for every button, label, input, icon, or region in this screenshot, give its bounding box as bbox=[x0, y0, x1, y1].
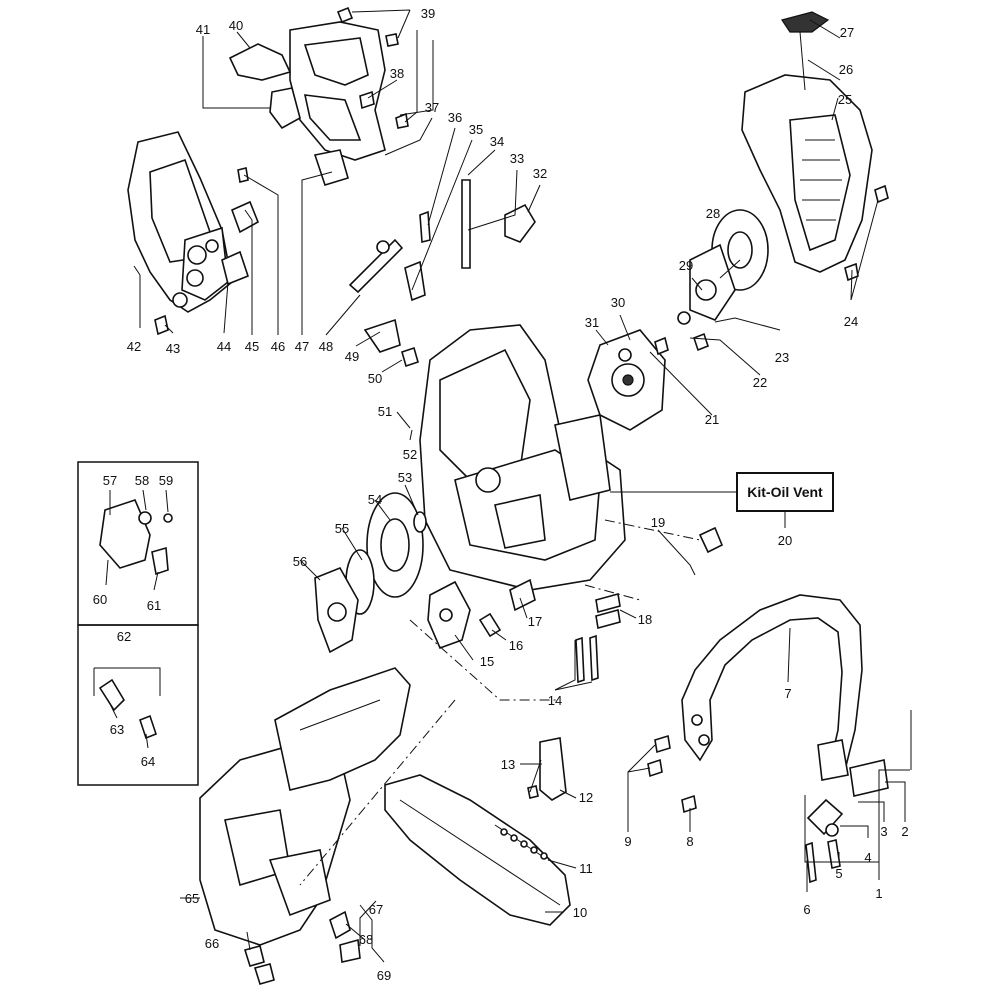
side-plate-part bbox=[428, 582, 470, 648]
callout-58: 58 bbox=[134, 473, 150, 488]
callout-8: 8 bbox=[686, 834, 694, 849]
callout-53: 53 bbox=[397, 470, 413, 485]
callout-21: 21 bbox=[704, 412, 720, 427]
callout-33: 33 bbox=[509, 151, 525, 166]
callout-67: 67 bbox=[368, 902, 384, 917]
callout-63: 63 bbox=[109, 722, 125, 737]
callout-18: 18 bbox=[637, 612, 653, 627]
rear-handle-part bbox=[128, 132, 232, 312]
guide-bar-part bbox=[385, 775, 570, 925]
callout-55: 55 bbox=[334, 521, 350, 536]
callout-45: 45 bbox=[244, 339, 260, 354]
callout-5: 5 bbox=[835, 866, 843, 881]
callout-54: 54 bbox=[367, 492, 383, 507]
callout-4: 4 bbox=[864, 850, 872, 865]
callout-66: 66 bbox=[204, 936, 220, 951]
callout-38: 38 bbox=[389, 66, 405, 81]
callout-36: 36 bbox=[447, 110, 463, 125]
callout-23: 23 bbox=[774, 350, 790, 365]
kit-oil-vent-box bbox=[737, 473, 833, 511]
callout-20: 20 bbox=[777, 533, 793, 548]
callout-25: 25 bbox=[837, 92, 853, 107]
callout-56: 56 bbox=[292, 554, 308, 569]
callout-42: 42 bbox=[126, 339, 142, 354]
callout-19: 19 bbox=[650, 515, 666, 530]
callout-22: 22 bbox=[752, 375, 768, 390]
callout-60: 60 bbox=[92, 592, 108, 607]
callout-6: 6 bbox=[803, 902, 811, 917]
callout-39: 39 bbox=[420, 6, 436, 21]
callout-24: 24 bbox=[843, 314, 859, 329]
callout-50: 50 bbox=[367, 371, 383, 386]
callout-11: 11 bbox=[579, 861, 593, 876]
callout-12: 12 bbox=[578, 790, 594, 805]
callout-47: 47 bbox=[294, 339, 310, 354]
top-handle-part bbox=[230, 22, 385, 160]
callout-59: 59 bbox=[158, 473, 174, 488]
callout-69: 69 bbox=[376, 968, 392, 983]
starter-pulley-part bbox=[678, 210, 768, 350]
callout-26: 26 bbox=[838, 62, 854, 77]
callout-65: 65 bbox=[184, 891, 200, 906]
callout-44: 44 bbox=[216, 339, 232, 354]
flywheel-part bbox=[588, 330, 665, 430]
callout-9: 9 bbox=[624, 834, 632, 849]
callout-10: 10 bbox=[572, 905, 588, 920]
clutch-cover-part bbox=[200, 668, 410, 984]
callout-64: 64 bbox=[140, 754, 156, 769]
callout-3: 3 bbox=[880, 824, 888, 839]
kit-oil-vent-label: Kit-Oil Vent bbox=[747, 484, 823, 500]
handle-mount-parts bbox=[806, 760, 888, 882]
callout-30: 30 bbox=[610, 295, 626, 310]
callout-52: 52 bbox=[402, 447, 418, 462]
callout-61: 61 bbox=[146, 598, 162, 613]
callout-35: 35 bbox=[468, 122, 484, 137]
callout-29: 29 bbox=[678, 258, 694, 273]
callout-17: 17 bbox=[527, 614, 543, 629]
callout-27: 27 bbox=[839, 25, 855, 40]
callout-28: 28 bbox=[705, 206, 721, 221]
front-handle-bar-part bbox=[648, 595, 862, 812]
clutch-drum-parts bbox=[315, 493, 426, 652]
callout-2: 2 bbox=[901, 824, 909, 839]
callout-32: 32 bbox=[532, 166, 548, 181]
callout-62: 62 bbox=[116, 629, 132, 644]
callout-1: 1 bbox=[875, 886, 883, 901]
callout-16: 16 bbox=[508, 638, 524, 653]
callout-41: 41 bbox=[195, 22, 211, 37]
callout-14: 14 bbox=[547, 693, 563, 708]
callout-48: 48 bbox=[318, 339, 334, 354]
callout-7: 7 bbox=[784, 686, 792, 701]
callout-37: 37 bbox=[424, 100, 440, 115]
callout-13: 13 bbox=[500, 757, 516, 772]
callout-15: 15 bbox=[479, 654, 495, 669]
callout-51: 51 bbox=[377, 404, 393, 419]
inset-box-chain-catcher bbox=[78, 625, 198, 785]
callout-57: 57 bbox=[102, 473, 118, 488]
callout-34: 34 bbox=[489, 134, 505, 149]
callout-49: 49 bbox=[344, 349, 360, 364]
callout-40: 40 bbox=[228, 18, 244, 33]
callout-31: 31 bbox=[584, 315, 600, 330]
callout-68: 68 bbox=[358, 932, 374, 947]
callout-46: 46 bbox=[270, 339, 286, 354]
callout-43: 43 bbox=[165, 341, 181, 356]
